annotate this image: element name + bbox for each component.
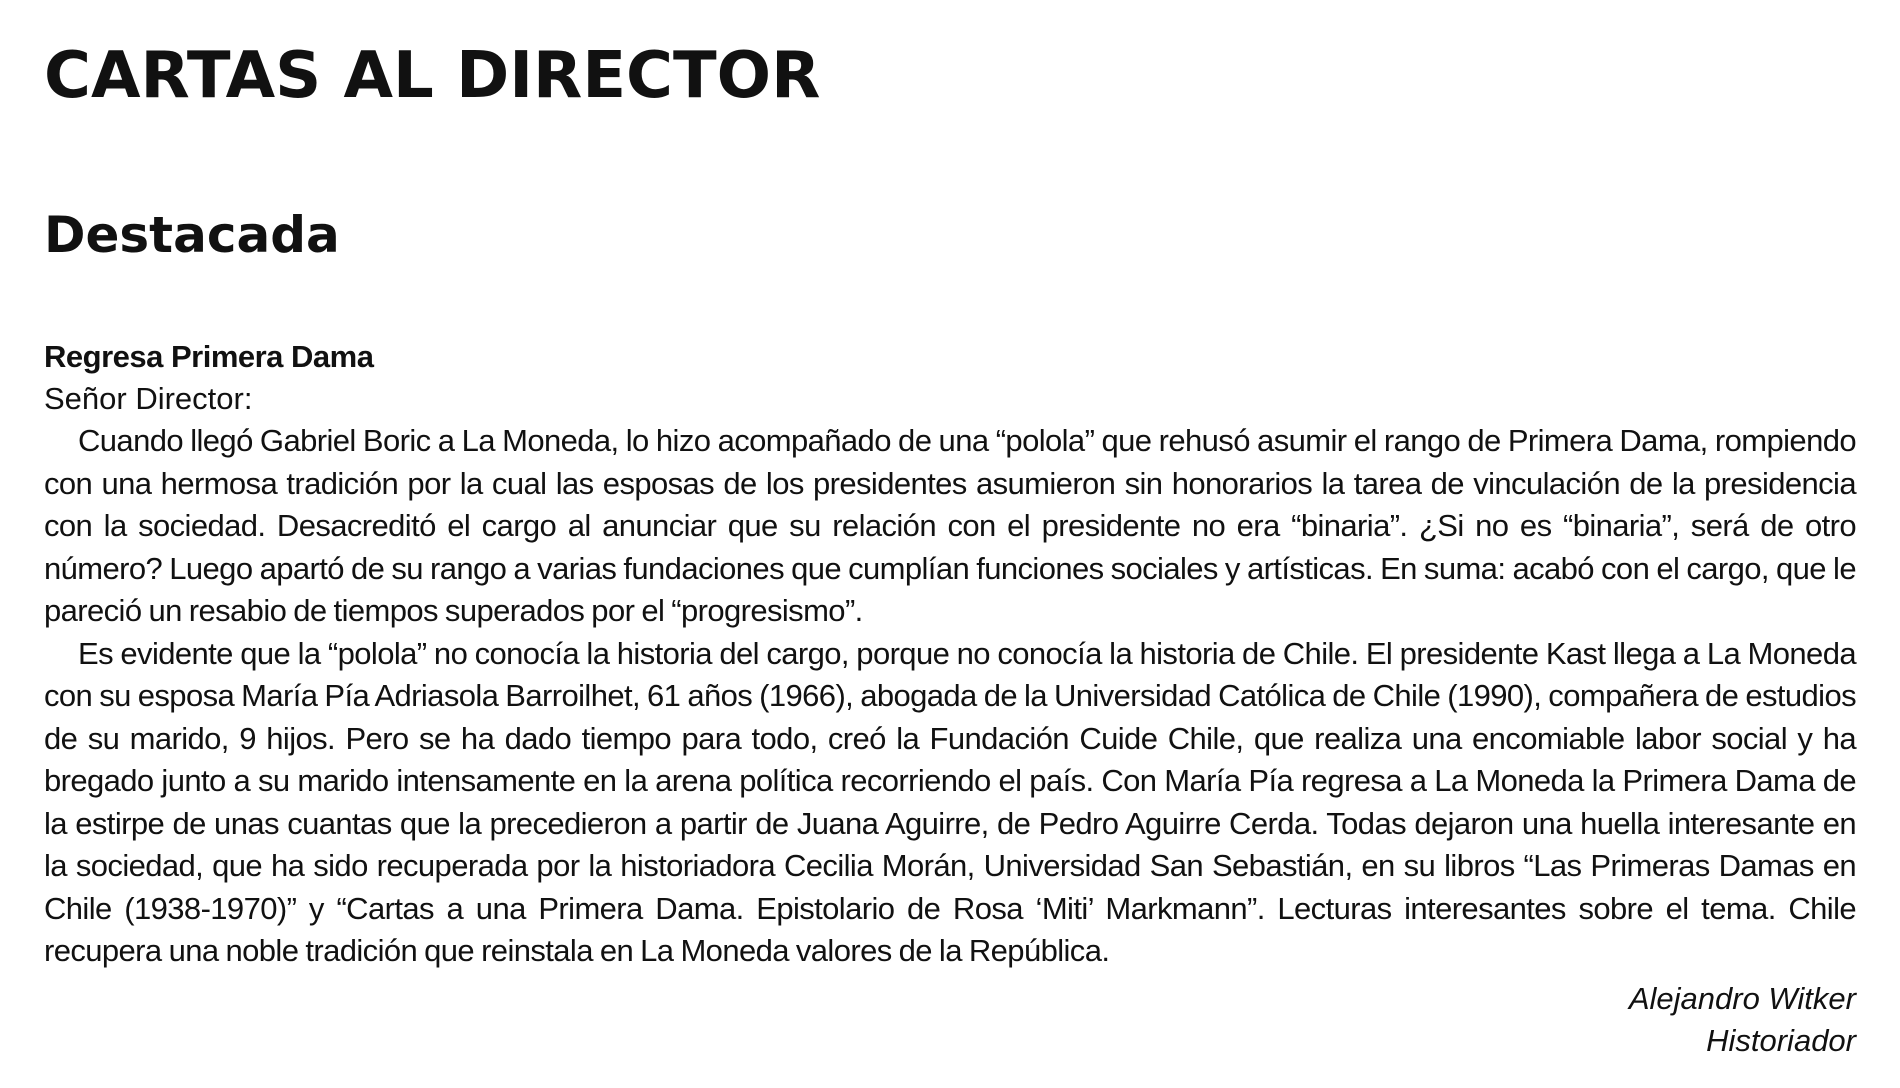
letters-page	[44, 36, 1856, 973]
letter-paragraph-1: Cuando llegó Gabriel Boric a La Moneda, lo hizo acompañado de una “polola” que rehusó asumir el rango de Primera Dama, rompiendo con una hermosa tradición por la cual las esposas de los presidentes asumieron sin honorarios la tarea de vinculación de la presidencia con la sociedad. Desacreditó el cargo al anunciar que su relación con el presidente no era “binaria”. ¿Si no es “binaria”, será de otro número? Luego apartó de su rango a varias fundaciones que cumplían funciones sociales y artísticas. En suma: acabó con el cargo, que le pareció un resabio de tiempos superados por el “progresismo”.	[44, 423, 1856, 628]
subsection-title: Destacada	[44, 206, 340, 264]
section-title: CARTAS AL DIRECTOR	[44, 39, 821, 113]
letter	[44, 336, 1856, 973]
letter-salutation: Señor Director:	[44, 381, 253, 416]
letter-signature	[1629, 978, 1856, 1062]
letter-title: Regresa Primera Dama	[44, 339, 374, 374]
letter-paragraph-2: Es evidente que la “polola” no conocía la historia del cargo, porque no conocía la historia de Chile. El presidente Kast llega a La Moneda con su esposa María Pía Adriasola Barroilhet, 61 años (1966), abogada de la Universidad Católica de Chile (1990), compañera de estudios de su marido, 9 hijos. Pero se ha dado tiempo para todo, creó la Fundación Cuide Chile, que realiza una encomiable labor social y ha bregado junto a su marido intensamente en la arena política recorriendo el país. Con María Pía regresa a La Moneda la Primera Dama de la estirpe de unas cuantas que la precedieron a partir de Juana Aguirre, de Pedro Aguirre Cerda. Todas dejaron una huella interesante en la sociedad, que ha sido recuperada por la historiadora Cecilia Morán, Universidad San Sebastián, en su libros “Las Primeras Damas en Chile (1938-1970)” y “Cartas a una Primera Dama. Epistolario de Rosa ‘Miti’ Markmann”. Lecturas interesantes sobre el tema. Chile recupera una noble tradición que reinstala en La Moneda valores de la República.	[44, 635, 1856, 968]
author-role: Historiador	[1706, 1023, 1856, 1058]
author-name: Alejandro Witker	[1628, 981, 1856, 1016]
